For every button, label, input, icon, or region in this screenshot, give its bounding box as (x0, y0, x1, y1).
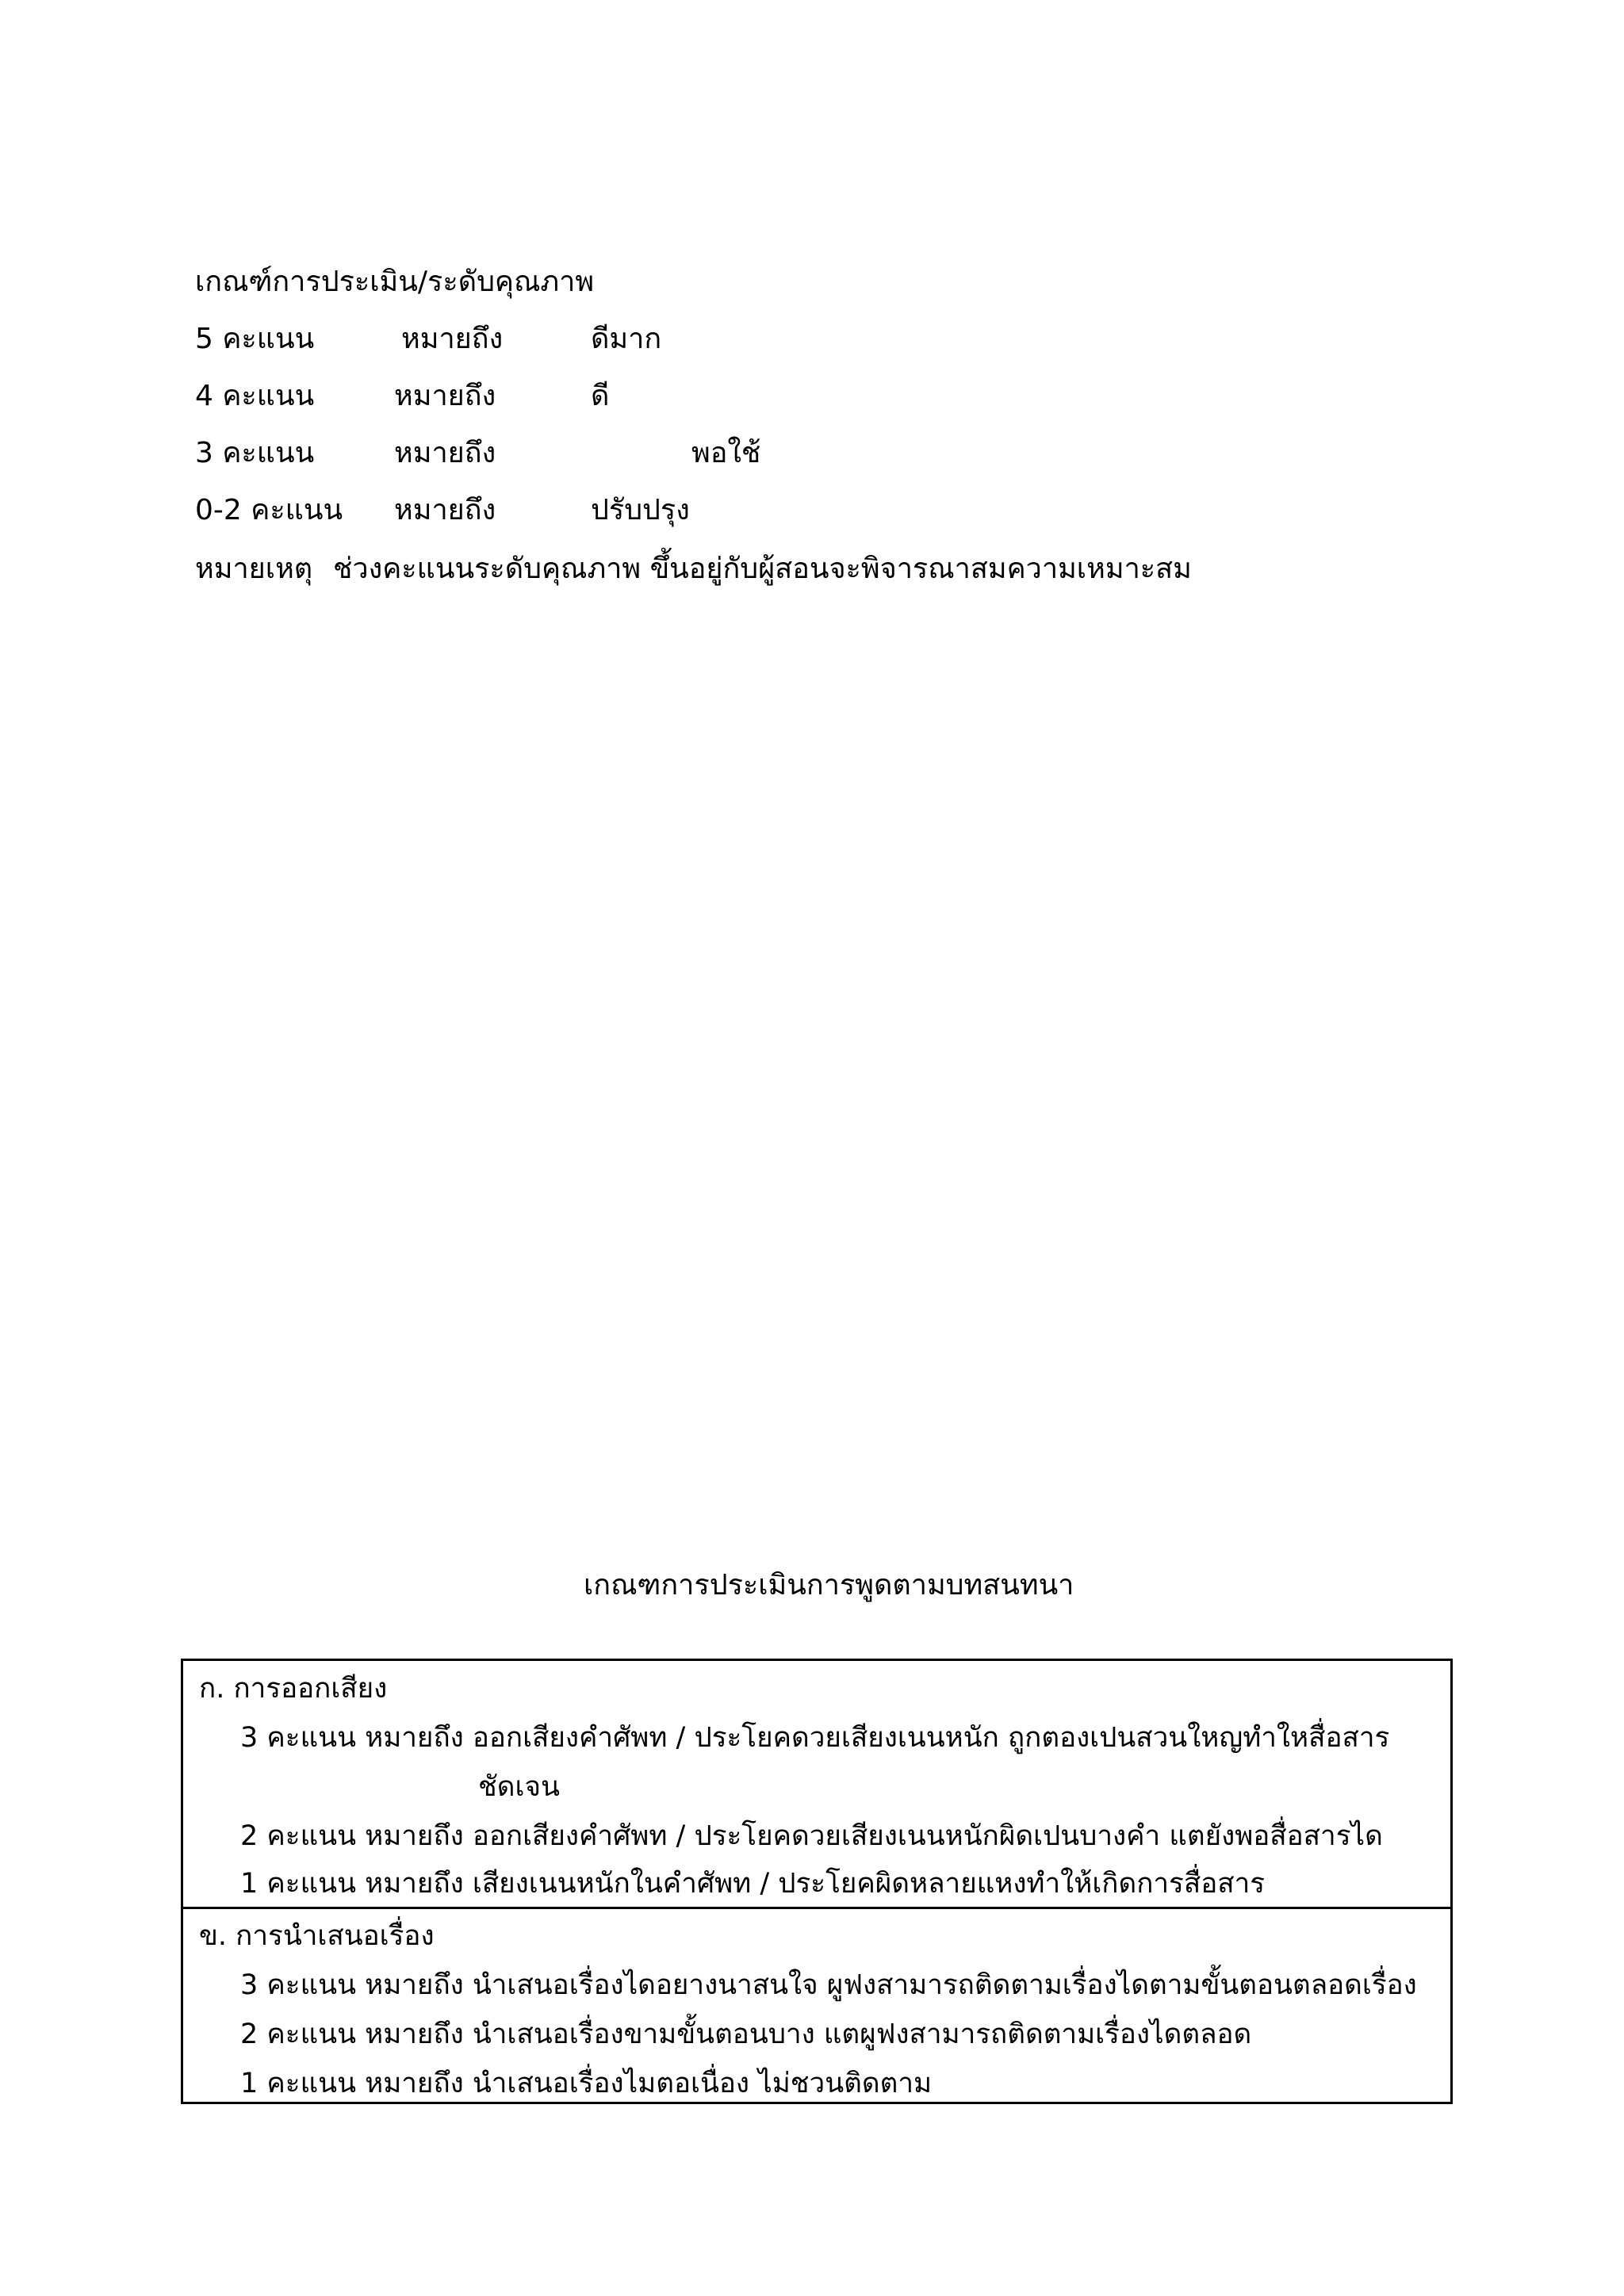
criteria-score: 3 คะแนน (195, 437, 315, 469)
criteria-line: 2 คะแนน หมายถึง นำเสนอเรื่องขามขั้นตอนบาง แตผูฟงสามารถติดตามเรื่องไดตลอด (240, 2019, 1252, 2050)
criteria-level: ดี (591, 380, 610, 412)
criteria-level: ดีมาก (591, 323, 662, 355)
criteria-line: 3 คะแนน หมายถึง ออกเสียงคำศัพท / ประโยคดวยเสียงเนนหนัก ถูกตองเปนสวนใหญทำใหสื่อสาร (240, 1722, 1390, 1754)
note-label: หมายเหตุ (195, 553, 313, 585)
criteria-line: 2 คะแนน หมายถึง ออกเสียงคำศัพท / ประโยคดวยเสียงเนนหนักผิดเปนบางคำ แตยังพอสื่อสารได (240, 1820, 1383, 1852)
criteria-score: 4 คะแนน (195, 380, 315, 412)
criteria-score: 5 คะแนน (195, 323, 315, 355)
criteria-means: หมายถึง (394, 437, 496, 469)
criteria-means: หมายถึง (394, 380, 496, 412)
criteria-table (181, 1659, 1453, 2104)
criteria-line: 1 คะแนน หมายถึง นำเสนอเรื่องไมตอเนื่อง ไม่ชวนติดตาม (240, 2068, 933, 2099)
criteria-means: หมายถึง (394, 494, 496, 526)
table-divider (183, 1907, 1450, 1909)
section-heading-pronunciation: ก. การออกเสียง (199, 1673, 388, 1705)
criteria-line: 3 คะแนน หมายถึง นำเสนอเรื่องไดอยางนาสนใจ ผูฟงสามารถติดตามเรื่องไดตามขั้นตอนตลอดเรื่อง (240, 1969, 1417, 2001)
section-heading-presentation: ข. การนำเสนอเรื่อง (199, 1920, 435, 1952)
criteria-means: หมายถึง (401, 323, 504, 355)
note-text: ช่วงคะแนนระดับคุณภาพ ขึ้นอยู่กับผู้สอนจะพิจารณาสมความเหมาะสม (333, 553, 1192, 585)
criteria-level: ปรับปรุง (591, 494, 690, 526)
speaking-title: เกณฑการประเมินการพูดตามบทสนทนา (584, 1569, 1074, 1601)
criteria-heading: เกณฑ์การประเมิน/ระดับคุณภาพ (195, 266, 595, 298)
criteria-score: 0-2 คะแนน (195, 494, 343, 526)
criteria-level: พอใช้ (691, 437, 761, 469)
criteria-line: 1 คะแนน หมายถึง เสียงเนนหนักในคำศัพท / ประโยคผิดหลายแหงทำให้เกิดการสื่อสาร (240, 1868, 1266, 1900)
criteria-line: ชัดเจน (478, 1771, 560, 1803)
